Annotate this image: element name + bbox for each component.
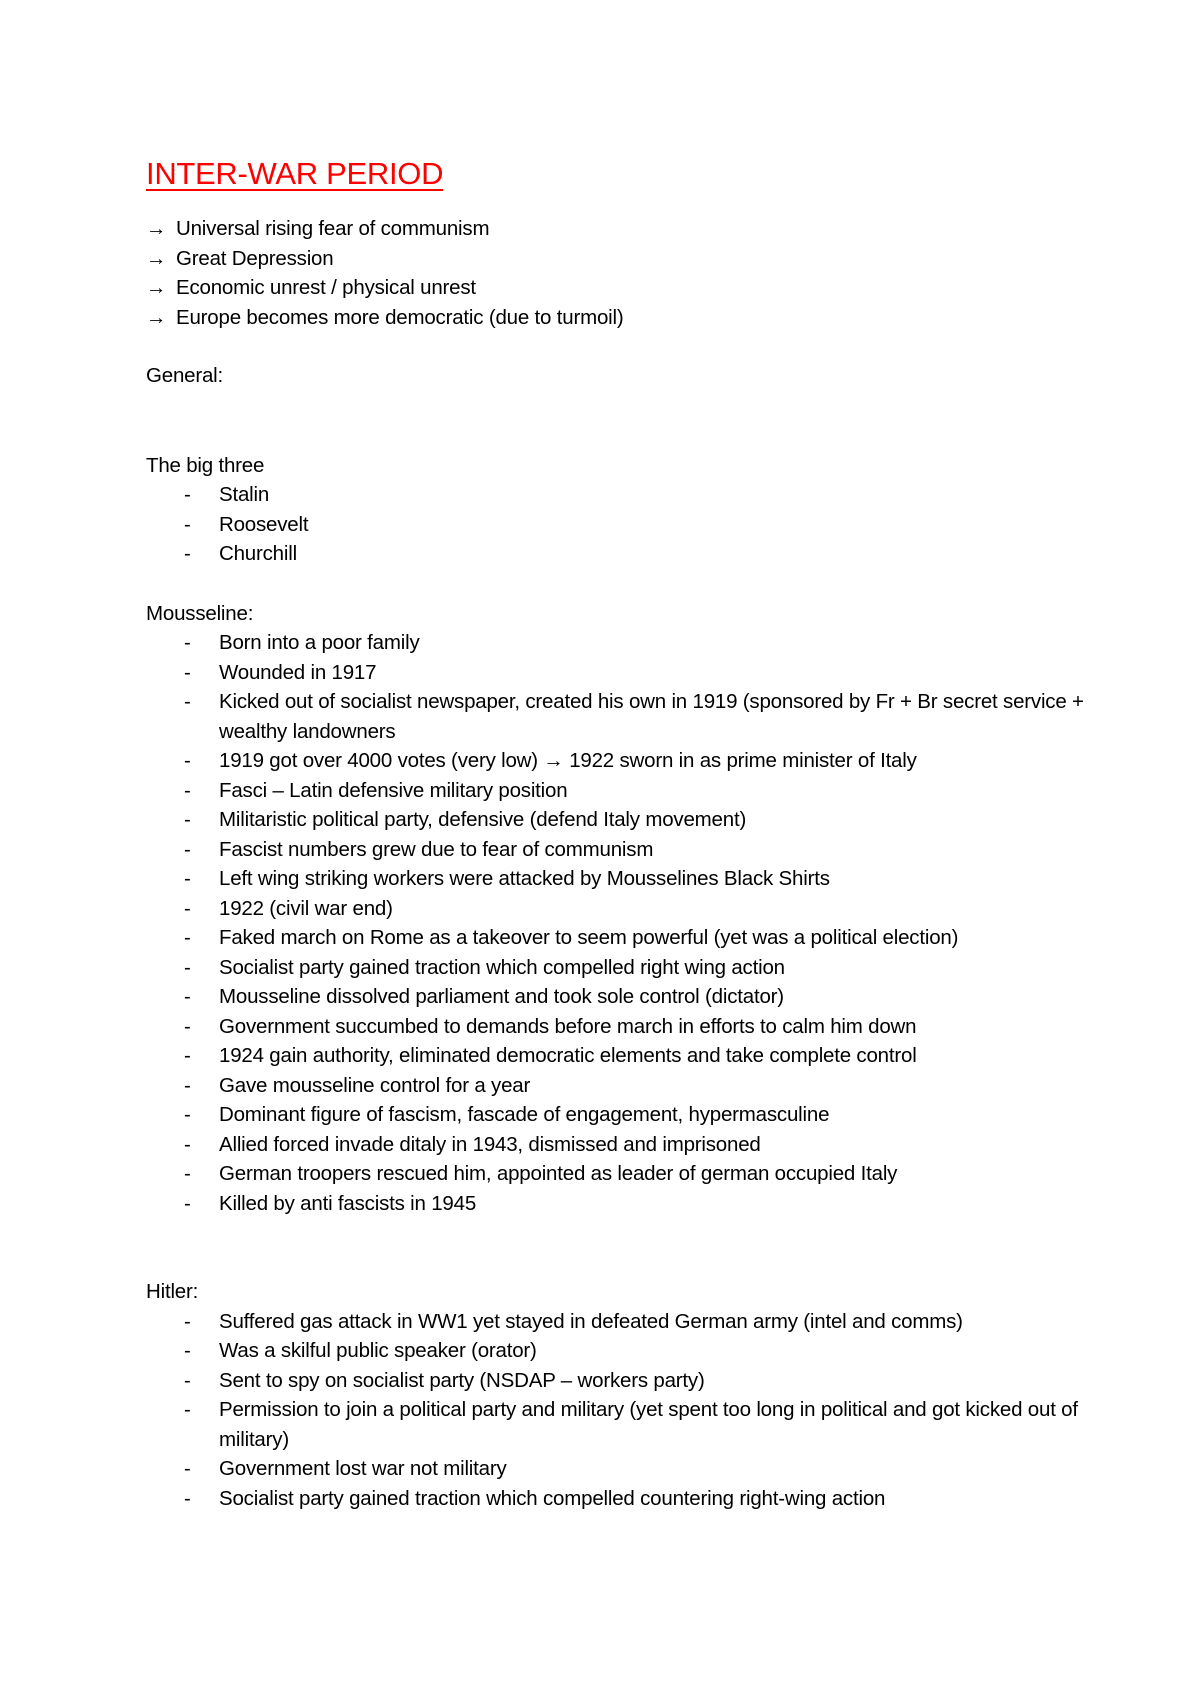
list-item bbox=[146, 776, 1086, 806]
arrow-icon: → bbox=[146, 246, 167, 270]
list-item-text: Government lost war not military bbox=[219, 1457, 507, 1480]
list-item bbox=[146, 1454, 1086, 1484]
arrow-item bbox=[146, 244, 1086, 274]
list-item-text: Dominant figure of fascism, fascade of engagement, hypermasculine bbox=[219, 1103, 830, 1126]
mousseline-heading: Mousseline: bbox=[146, 601, 254, 625]
dash-bullet-icon: - bbox=[184, 955, 191, 979]
list-item bbox=[146, 953, 1086, 983]
arrow-item-text: Great Depression bbox=[176, 246, 334, 270]
arrow-icon: → bbox=[146, 305, 167, 329]
list-item bbox=[146, 1307, 1086, 1337]
dash-bullet-icon: - bbox=[184, 1457, 191, 1480]
arrow-item bbox=[146, 273, 1086, 303]
dash-bullet-icon: - bbox=[184, 1368, 191, 1392]
dash-bullet-icon: - bbox=[184, 1103, 191, 1126]
list-item bbox=[146, 658, 1086, 688]
list-item bbox=[146, 1041, 1086, 1071]
dash-bullet-icon: - bbox=[184, 512, 191, 536]
list-item bbox=[146, 1484, 1086, 1514]
list-item-text: Mousseline dissolved parliament and took sole control (dictator) bbox=[219, 985, 784, 1008]
dash-bullet-icon: - bbox=[184, 1339, 191, 1362]
list-item-text: Was a skilful public speaker (orator) bbox=[219, 1339, 537, 1362]
general-heading: General: bbox=[146, 364, 224, 387]
list-item-text: Government succumbed to demands before march in efforts to calm him down bbox=[219, 1014, 917, 1038]
list-item bbox=[146, 982, 1086, 1012]
list-item bbox=[146, 864, 1086, 894]
list-item bbox=[146, 510, 1086, 540]
list-item bbox=[146, 1130, 1086, 1160]
list-item-text: Churchill bbox=[219, 542, 297, 565]
arrow-item bbox=[146, 303, 1086, 333]
list-item-text: Sent to spy on socialist party (NSDAP – workers party) bbox=[219, 1368, 705, 1392]
list-item-text: Allied forced invade ditaly in 1943, dismissed and imprisoned bbox=[219, 1132, 761, 1156]
list-item bbox=[146, 539, 1086, 569]
arrow-item-text: Economic unrest / physical unrest bbox=[176, 276, 476, 299]
list-item-text: 1919 got over 4000 votes (very low) → 1922 sworn in as prime minister of Italy bbox=[219, 749, 917, 772]
list-item-text: Suffered gas attack in WW1 yet stayed in defeated German army (intel and comms) bbox=[219, 1309, 963, 1333]
list-item-text: Gave mousseline control for a year bbox=[219, 1073, 531, 1097]
list-item-text: German troopers rescued him, appointed as leader of german occupied Italy bbox=[219, 1162, 898, 1185]
list-item bbox=[146, 1159, 1086, 1189]
dash-bullet-icon: - bbox=[184, 542, 191, 565]
dash-bullet-icon: - bbox=[184, 1073, 191, 1097]
dash-bullet-icon: - bbox=[184, 1398, 191, 1421]
big-three-list bbox=[146, 480, 1086, 569]
dash-bullet-icon: - bbox=[184, 1191, 191, 1215]
mousseline-list bbox=[146, 628, 1086, 1218]
list-item bbox=[146, 894, 1086, 924]
dash-bullet-icon: - bbox=[184, 749, 191, 772]
list-item-text: Killed by anti fascists in 1945 bbox=[219, 1191, 477, 1215]
list-item bbox=[146, 1336, 1086, 1366]
dash-bullet-icon: - bbox=[184, 690, 191, 713]
list-item bbox=[146, 628, 1086, 658]
document-body bbox=[146, 154, 1086, 1513]
dash-bullet-icon: - bbox=[184, 631, 191, 654]
list-item-text: Militaristic political party, defensive (defend Italy movement) bbox=[219, 808, 747, 831]
list-item-text: Fascist numbers grew due to fear of communism bbox=[219, 837, 654, 861]
arrow-item-text: Universal rising fear of communism bbox=[176, 217, 490, 240]
dash-bullet-icon: - bbox=[184, 1132, 191, 1156]
dash-bullet-icon: - bbox=[184, 926, 191, 949]
dash-bullet-icon: - bbox=[184, 1162, 191, 1185]
dash-bullet-icon: - bbox=[184, 808, 191, 831]
dash-bullet-icon: - bbox=[184, 1486, 191, 1510]
list-item-text: Stalin bbox=[219, 483, 270, 506]
dash-bullet-icon: - bbox=[184, 660, 191, 684]
list-item-text: 1924 gain authority, eliminated democratic elements and take complete control bbox=[219, 1044, 917, 1067]
list-item bbox=[146, 923, 1086, 953]
list-item-text: Roosevelt bbox=[219, 512, 309, 536]
list-item-text: Left wing striking workers were attacked by Mousselines Black Shirts bbox=[219, 867, 830, 890]
dash-bullet-icon: - bbox=[184, 483, 191, 506]
list-item-text: Born into a poor family bbox=[219, 631, 420, 654]
page-title: INTER-WAR PERIOD bbox=[146, 156, 444, 191]
big-three-heading: The big three bbox=[146, 453, 265, 477]
arrow-icon: → bbox=[146, 276, 167, 299]
list-item-text: 1922 (civil war end) bbox=[219, 896, 393, 920]
arrow-icon: → bbox=[146, 217, 167, 240]
arrow-list bbox=[146, 214, 1086, 332]
list-item bbox=[146, 835, 1086, 865]
hitler-list bbox=[146, 1307, 1086, 1514]
list-item-text: Kicked out of socialist newspaper, created his own in 1919 (sponsored by Fr + Br secret service + wealthy landowners bbox=[219, 690, 1084, 743]
hitler-heading: Hitler: bbox=[146, 1280, 199, 1303]
dash-bullet-icon: - bbox=[184, 778, 191, 802]
list-item bbox=[146, 1189, 1086, 1219]
list-item bbox=[146, 1100, 1086, 1130]
list-item bbox=[146, 1012, 1086, 1042]
dash-bullet-icon: - bbox=[184, 896, 191, 920]
list-item-text: Socialist party gained traction which compelled countering right-wing action bbox=[219, 1486, 886, 1510]
list-item-text: Faked march on Rome as a takeover to seem powerful (yet was a political election) bbox=[219, 926, 959, 949]
list-item bbox=[146, 805, 1086, 835]
list-item bbox=[146, 687, 1086, 746]
list-item bbox=[146, 746, 1086, 776]
arrow-item-text: Europe becomes more democratic (due to turmoil) bbox=[176, 305, 624, 329]
list-item-text: Socialist party gained traction which compelled right wing action bbox=[219, 955, 785, 979]
list-item bbox=[146, 1395, 1086, 1454]
list-item bbox=[146, 1366, 1086, 1396]
dash-bullet-icon: - bbox=[184, 1014, 191, 1038]
dash-bullet-icon: - bbox=[184, 985, 191, 1008]
dash-bullet-icon: - bbox=[184, 1309, 191, 1333]
list-item-text: Permission to join a political party and military (yet spent too long in political and got kicked out of military) bbox=[219, 1398, 1078, 1451]
list-item bbox=[146, 1071, 1086, 1101]
arrow-item bbox=[146, 214, 1086, 244]
list-item-text: Wounded in 1917 bbox=[219, 660, 377, 684]
list-item bbox=[146, 480, 1086, 510]
list-item-text: Fasci – Latin defensive military position bbox=[219, 778, 568, 802]
dash-bullet-icon: - bbox=[184, 867, 191, 890]
dash-bullet-icon: - bbox=[184, 1044, 191, 1067]
dash-bullet-icon: - bbox=[184, 837, 191, 861]
